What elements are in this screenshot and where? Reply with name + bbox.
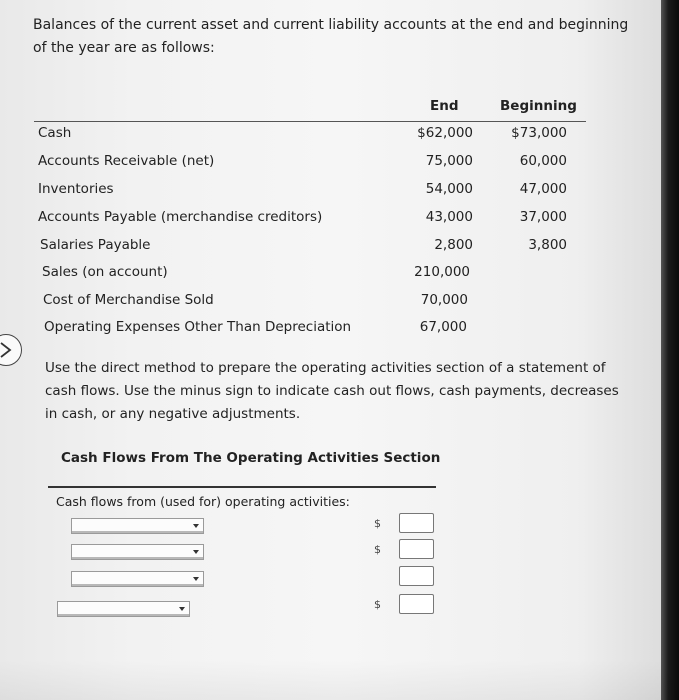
currency-symbol: $	[374, 517, 381, 530]
row-label: Cost of Merchandise Sold	[43, 292, 214, 308]
table-row	[0, 153, 600, 173]
row-label: Sales (on account)	[42, 264, 168, 280]
table-row	[0, 237, 600, 257]
net-cash-amount-input[interactable]	[399, 594, 434, 614]
row-end-value: 210,000	[414, 264, 470, 280]
caret-down-icon	[179, 607, 185, 611]
header-divider	[34, 121, 586, 122]
row-end-value: 75,000	[425, 153, 473, 169]
table-row	[0, 209, 600, 229]
intro-text: Balances of the current asset and current liability accounts at the end and beginning of the year are as follows:	[33, 17, 629, 56]
instructions-text: Use the direct method to prepare the operating activities section of a statement of cash flows. Use the minus sign to indicate cash out flows, cash payments, decreases in cash, or any negative adjustments.	[45, 360, 619, 422]
section-title: Cash Flows From The Operating Activities Section	[61, 450, 441, 466]
table-row	[0, 125, 600, 145]
column-header-end: End	[430, 98, 459, 114]
caret-down-icon	[193, 577, 199, 581]
caret-down-icon	[193, 550, 199, 554]
row-end-value: 2,800	[434, 237, 473, 253]
row-beginning-value: 60,000	[519, 153, 567, 169]
operating-activities-subheading: Cash flows from (used for) operating activities:	[56, 494, 350, 509]
currency-symbol: $	[374, 598, 381, 611]
amount-input-3[interactable]	[399, 566, 434, 586]
table-row	[0, 319, 600, 339]
caret-down-icon	[193, 524, 199, 528]
row-beginning-value: 3,800	[528, 237, 567, 253]
row-label: Cash	[38, 125, 72, 141]
column-header-beginning: Beginning	[500, 98, 577, 114]
line-item-dropdown-3[interactable]	[71, 571, 204, 587]
row-label: Inventories	[38, 181, 114, 197]
currency-symbol: $	[374, 543, 381, 556]
photo-shading	[0, 660, 679, 700]
section-divider	[48, 486, 436, 488]
row-end-value: 70,000	[420, 292, 468, 308]
row-end-value: 43,000	[425, 209, 473, 225]
row-label: Accounts Receivable (net)	[38, 153, 215, 169]
total-line-dropdown[interactable]	[57, 601, 190, 617]
table-row	[0, 292, 600, 312]
row-beginning-value: 47,000	[519, 181, 567, 197]
row-beginning-value: 37,000	[519, 209, 567, 225]
chevron-right-icon	[0, 341, 13, 359]
line-item-dropdown-2[interactable]	[71, 544, 204, 560]
row-label: Operating Expenses Other Than Depreciation	[44, 319, 352, 335]
screen-bezel	[661, 0, 679, 700]
row-end-value: $62,000	[417, 125, 473, 141]
line-item-dropdown-1[interactable]	[71, 518, 204, 534]
row-beginning-value: $73,000	[511, 125, 567, 141]
table-row	[0, 181, 600, 201]
row-label: Salaries Payable	[40, 237, 151, 253]
row-end-value: 54,000	[425, 181, 473, 197]
amount-input-1[interactable]	[399, 513, 434, 533]
table-row	[0, 264, 600, 284]
amount-input-2[interactable]	[399, 539, 434, 559]
row-end-value: 67,000	[419, 319, 467, 335]
row-label: Accounts Payable (merchandise creditors)	[38, 209, 323, 225]
